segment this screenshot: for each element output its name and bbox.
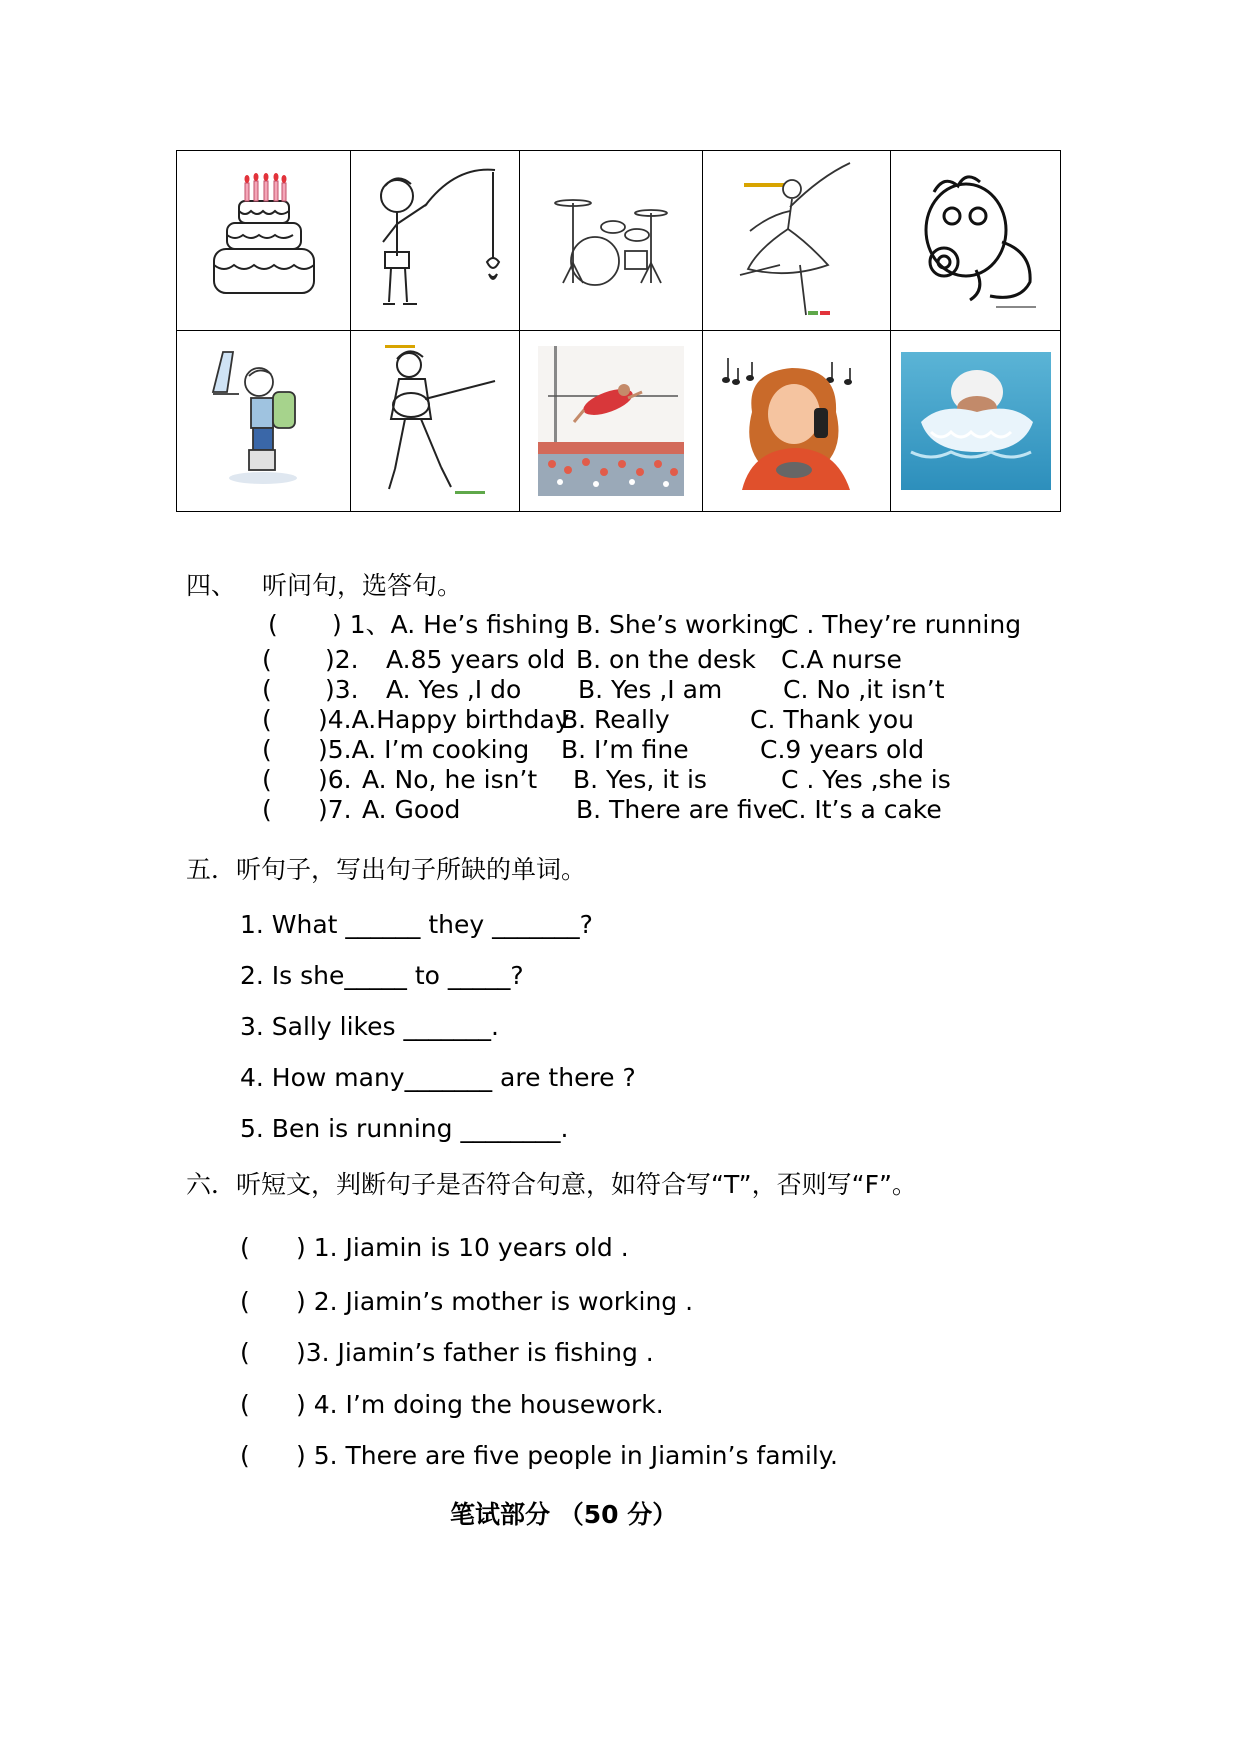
answer-paren[interactable]: ( [262, 675, 272, 704]
option-b: B. on the desk [576, 645, 756, 674]
option-c: C. It’s a cake [781, 795, 942, 824]
option-b: B. There are five [576, 795, 783, 824]
answer-paren[interactable]: ( [262, 645, 272, 674]
cell-boy-computer [177, 331, 350, 511]
option-c: C.9 years old [760, 735, 925, 764]
birthday-cake-icon [209, 171, 319, 311]
option-c: C.A nurse [781, 645, 902, 674]
option-c: C . They’re running [781, 610, 1022, 639]
grid-line [176, 511, 1061, 512]
boy-fishing-icon [365, 166, 505, 316]
fill-blank-item[interactable]: 1. What ______ they _______? [240, 910, 593, 939]
ballerina-icon [722, 161, 872, 321]
picture-grid [176, 150, 1061, 512]
answer-paren[interactable]: ( [268, 610, 278, 639]
tf-statement: ) 2. Jiamin’s mother is working . [296, 1287, 694, 1316]
section4-number: 四、 [186, 571, 237, 600]
tf-statement: ) 4. I’m doing the housework. [296, 1390, 664, 1419]
fill-blank-item[interactable]: 4. How many_______ are there ? [240, 1063, 636, 1092]
option-a: A. Yes ,I do [386, 675, 522, 704]
tf-statement: ) 5. There are five people in Jiamin’s family. [296, 1441, 838, 1470]
grid-line [1060, 150, 1061, 512]
tf-paren[interactable]: ( [240, 1441, 250, 1470]
answer-paren[interactable]: ( [262, 795, 272, 824]
option-a: A. Good [362, 795, 461, 824]
option-c: C. No ,it isn’t [783, 675, 945, 704]
fill-blank-item[interactable]: 3. Sally likes _______. [240, 1012, 499, 1041]
boy-computer-icon [209, 346, 319, 496]
cell-high-jump [520, 331, 702, 511]
option-a: A. No, he isn’t [362, 765, 538, 794]
swimmer-photo-icon [901, 352, 1051, 490]
cell-boy-fishing [351, 151, 519, 330]
man-guitar-icon [365, 341, 505, 501]
question-text: ) 1、A. He’s fishing [332, 610, 570, 639]
cell-woman-singing [703, 331, 890, 511]
answer-paren[interactable]: ( [262, 735, 272, 764]
tf-paren[interactable]: ( [240, 1287, 250, 1316]
tf-statement: ) 1. Jiamin is 10 years old . [296, 1233, 629, 1262]
option-c: C . Yes ,she is [781, 765, 951, 794]
option-b: B. I’m fine [561, 735, 689, 764]
question-number: )2. [325, 645, 359, 674]
option-b: B. She’s working [576, 610, 785, 639]
baby-pacifier-icon [906, 166, 1046, 316]
cell-birthday-cake [177, 151, 350, 330]
fill-blank-item[interactable]: 5. Ben is running ________. [240, 1114, 569, 1143]
option-c: C. Thank you [750, 705, 914, 734]
question-number: )6. [318, 765, 352, 794]
tf-paren[interactable]: ( [240, 1233, 250, 1262]
answer-paren[interactable]: ( [262, 765, 272, 794]
option-a: A.85 years old [386, 645, 566, 674]
cell-baby [891, 151, 1060, 330]
written-part-heading: 笔试部分 （50 分） [450, 1500, 678, 1529]
cell-swimmer [891, 331, 1060, 511]
option-b: B. Yes, it is [573, 765, 707, 794]
cell-man-guitar [351, 331, 519, 511]
cell-drum-set [520, 151, 702, 330]
tf-paren[interactable]: ( [240, 1390, 250, 1419]
question-text: )5.A. I’m cooking [318, 735, 530, 764]
tf-paren[interactable]: ( [240, 1338, 250, 1367]
tf-statement: )3. Jiamin’s father is fishing . [296, 1338, 654, 1367]
section4-title: 听问句，选答句。 [262, 571, 463, 600]
question-text: )4.A.Happy birthday [318, 705, 570, 734]
question-number: )7. [318, 795, 352, 824]
option-b: B. Yes ,I am [578, 675, 723, 704]
option-b: B. Really [561, 705, 670, 734]
woman-singing-phone-icon [722, 352, 872, 490]
cell-ballerina [703, 151, 890, 330]
high-jump-photo-icon [538, 346, 684, 496]
answer-paren[interactable]: ( [262, 705, 272, 734]
section6-title: 六．听短文，判断句子是否符合句意，如符合写“T”，否则写“F”。 [186, 1170, 917, 1199]
section5-title: 五．听句子，写出句子所缺的单词。 [186, 855, 587, 884]
question-number: )3. [325, 675, 359, 704]
drum-set-icon [551, 191, 671, 291]
fill-blank-item[interactable]: 2. Is she_____ to _____? [240, 961, 524, 990]
